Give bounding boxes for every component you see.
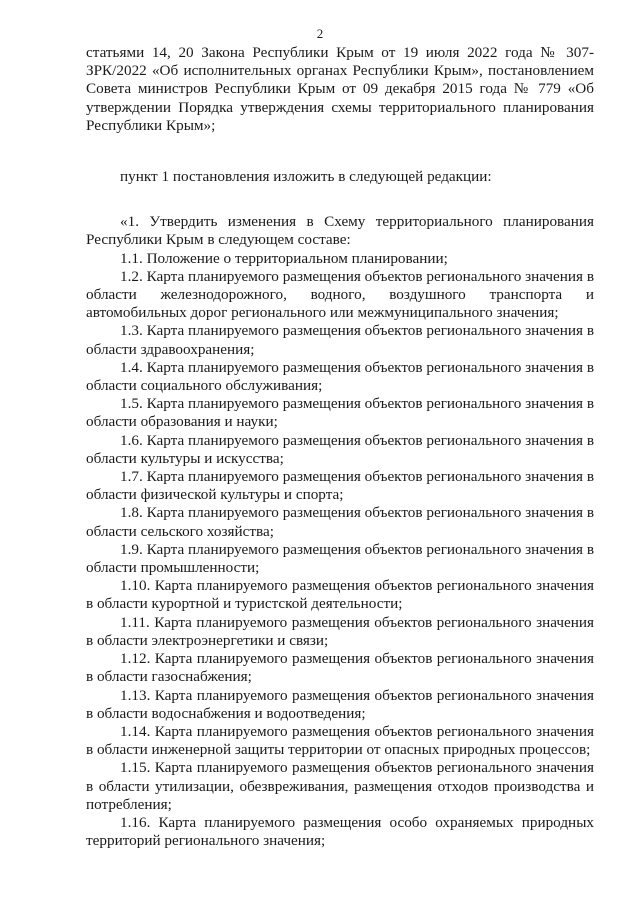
list-item: 1.5. Карта планируемого размещения объектов регионального значения в области образования и науки; (86, 395, 594, 431)
page-number: 2 (316, 26, 324, 41)
list-item: 1.16. Карта планируемого размещения особо охраняемых природных территорий регионального значения; (86, 813, 594, 850)
list-item: 1.15. Карта планируемого размещения объектов регионального значения в области утилизации, обезвреживания, размещения отходов производства и потребления; (86, 759, 594, 813)
list-item: 1.1. Положение о территориальном планировании; (120, 249, 448, 267)
list-item: 1.12. Карта планируемого размещения объектов регионального значения в области газоснабжения; (86, 650, 594, 686)
list-item: 1.14. Карта планируемого размещения объектов регионального значения в области инженерной защиты территории от опасных природных процессов; (86, 722, 594, 759)
list-item: 1.11. Карта планируемого размещения объектов регионального значения в области электроэнергетики и связи; (86, 613, 594, 649)
list-item: 1.6. Карта планируемого размещения объектов регионального значения в области культуры и искусства; (86, 431, 594, 467)
list-item: 1.8. Карта планируемого размещения объектов регионального значения в области сельского хозяйства; (86, 504, 594, 540)
list-item: 1.7. Карта планируемого размещения объектов регионального значения в области физической культуры и спорта; (86, 468, 594, 504)
intro-paragraph: статьями 14, 20 Закона Республики Крым от 19 июля 2022 года № 307-ЗРК/2022 «Об исполнительных органах Республики Крым», постановлением Совета министров Республики Крым от 09 декабря 2015 года № 779 «Об утверждении Порядка утверждения схемы территориального планирования Республики Крым»; (86, 44, 594, 134)
list-item: 1.2. Карта планируемого размещения объектов регионального значения в области железнодорожного, водного, воздушного транспорта и автомобильных дорог регионального или межмуниципального значения; (86, 267, 594, 322)
list-item: 1.3. Карта планируемого размещения объектов регионального значения в области здравоохранения; (86, 322, 594, 358)
item-1-paragraph: «1. Утвердить изменения в Схему территориального планирования Республики Крым в следующем составе: (86, 213, 594, 249)
list-item: 1.4. Карта планируемого размещения объектов регионального значения в области социального обслуживания; (86, 358, 594, 395)
list-item: 1.10. Карта планируемого размещения объектов регионального значения в области курортной и туристской деятельности; (86, 577, 594, 613)
list-item: 1.13. Карта планируемого размещения объектов регионального значения в области водоснабжения и водоотведения; (86, 686, 594, 722)
clause-paragraph: пункт 1 постановления изложить в следующей редакции: (120, 168, 492, 186)
list-item: 1.9. Карта планируемого размещения объектов регионального значения в области промышленности; (86, 540, 594, 577)
document-body (86, 44, 594, 850)
